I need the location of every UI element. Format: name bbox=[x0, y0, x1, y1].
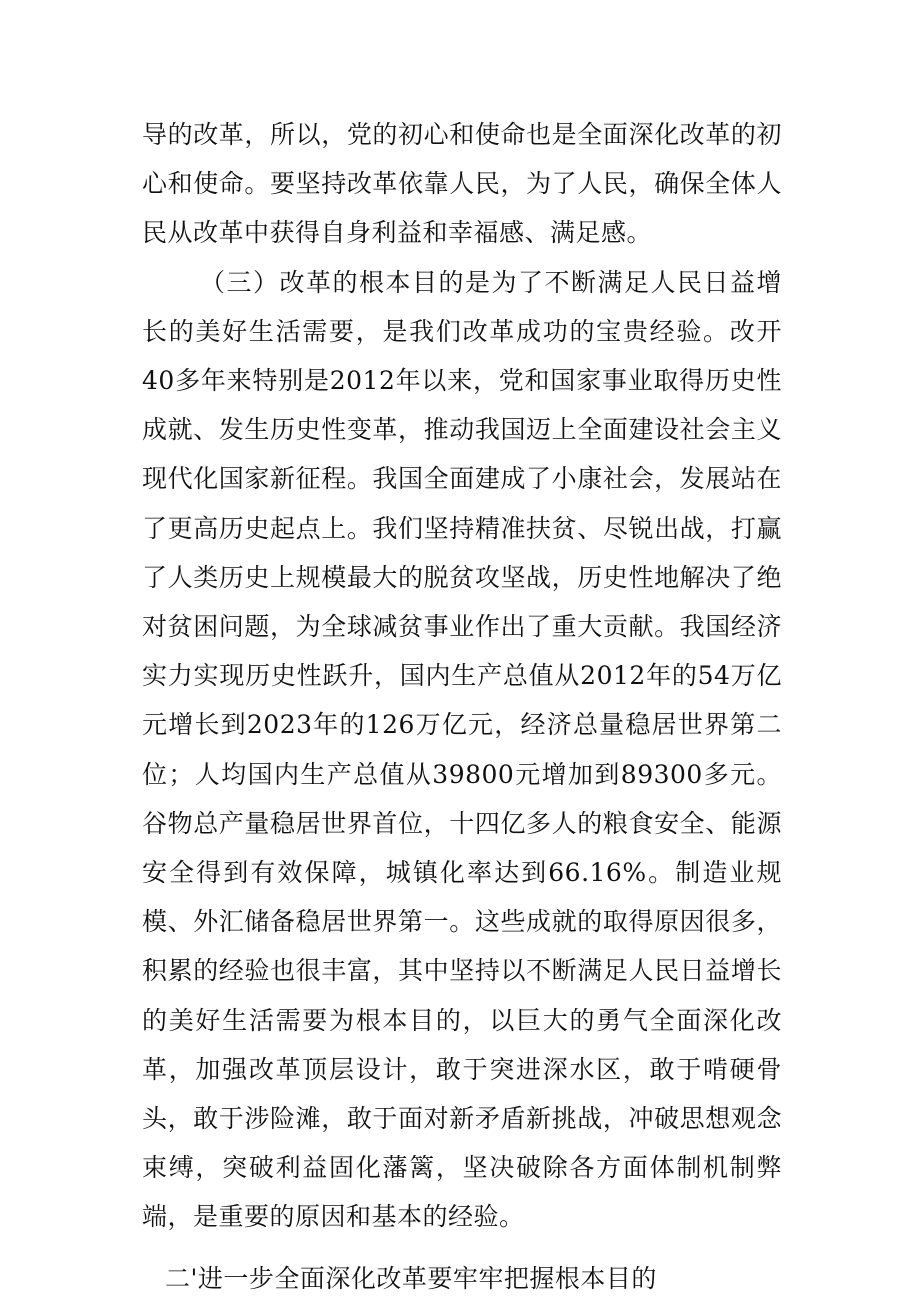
paragraph-section-three: （三）改革的根本目的是为了不断满足人民日益增长的美好生活需要，是我们改革成功的宝贵经验。改开40多年来特别是2012年以来，党和国家事业取得历史性成就、发生历史性变革，推动我国迈上全面建设社会主义现代化国家新征程。我国全面建成了小康社会，发展站在了更高历史起点上。我们坚持精准扶贫、尽锐出战，打赢了人类历史上规模最大的脱贫攻坚战，历史性地解决了绝对贫困问题，为全球减贫事业作出了重大贡献。我国经济实力实现历史性跃升，国内生产总值从2012年的54万亿元增长到2023年的126万亿元，经济总量稳居世界第二位；人均国内生产总值从39800元增加到89300多元。谷物总产量稳居世界首位，十四亿多人的粮食安全、能源安全得到有效保障，城镇化率达到66.16%。制造业规模、外汇储备稳居世界第一。这些成就的取得原因很多，积累的经验也很丰富，其中坚持以不断满足人民日益增长的美好生活需要为根本目的，以巨大的勇气全面深化改革，加强改革顶层设计，敢于突进深水区，敢于啃硬骨头，敢于涉险滩，敢于面对新矛盾新挑战，冲破思想观念束缚，突破利益固化藩篱，坚决破除各方面体制机制弊端，是重要的原因和基本的经验。 bbox=[142, 267, 782, 1232]
section-heading: 二'进一步全面深化改革要牢牢把握根本目的 bbox=[165, 1263, 657, 1293]
document-body bbox=[142, 110, 782, 1303]
paragraph-continuation: 导的改革，所以，党的初心和使命也是全面深化改革的初心和使命。要坚持改革依靠人民，为了人民，确保全体人民从改革中获得自身利益和幸福感、满足感。 bbox=[142, 120, 782, 248]
